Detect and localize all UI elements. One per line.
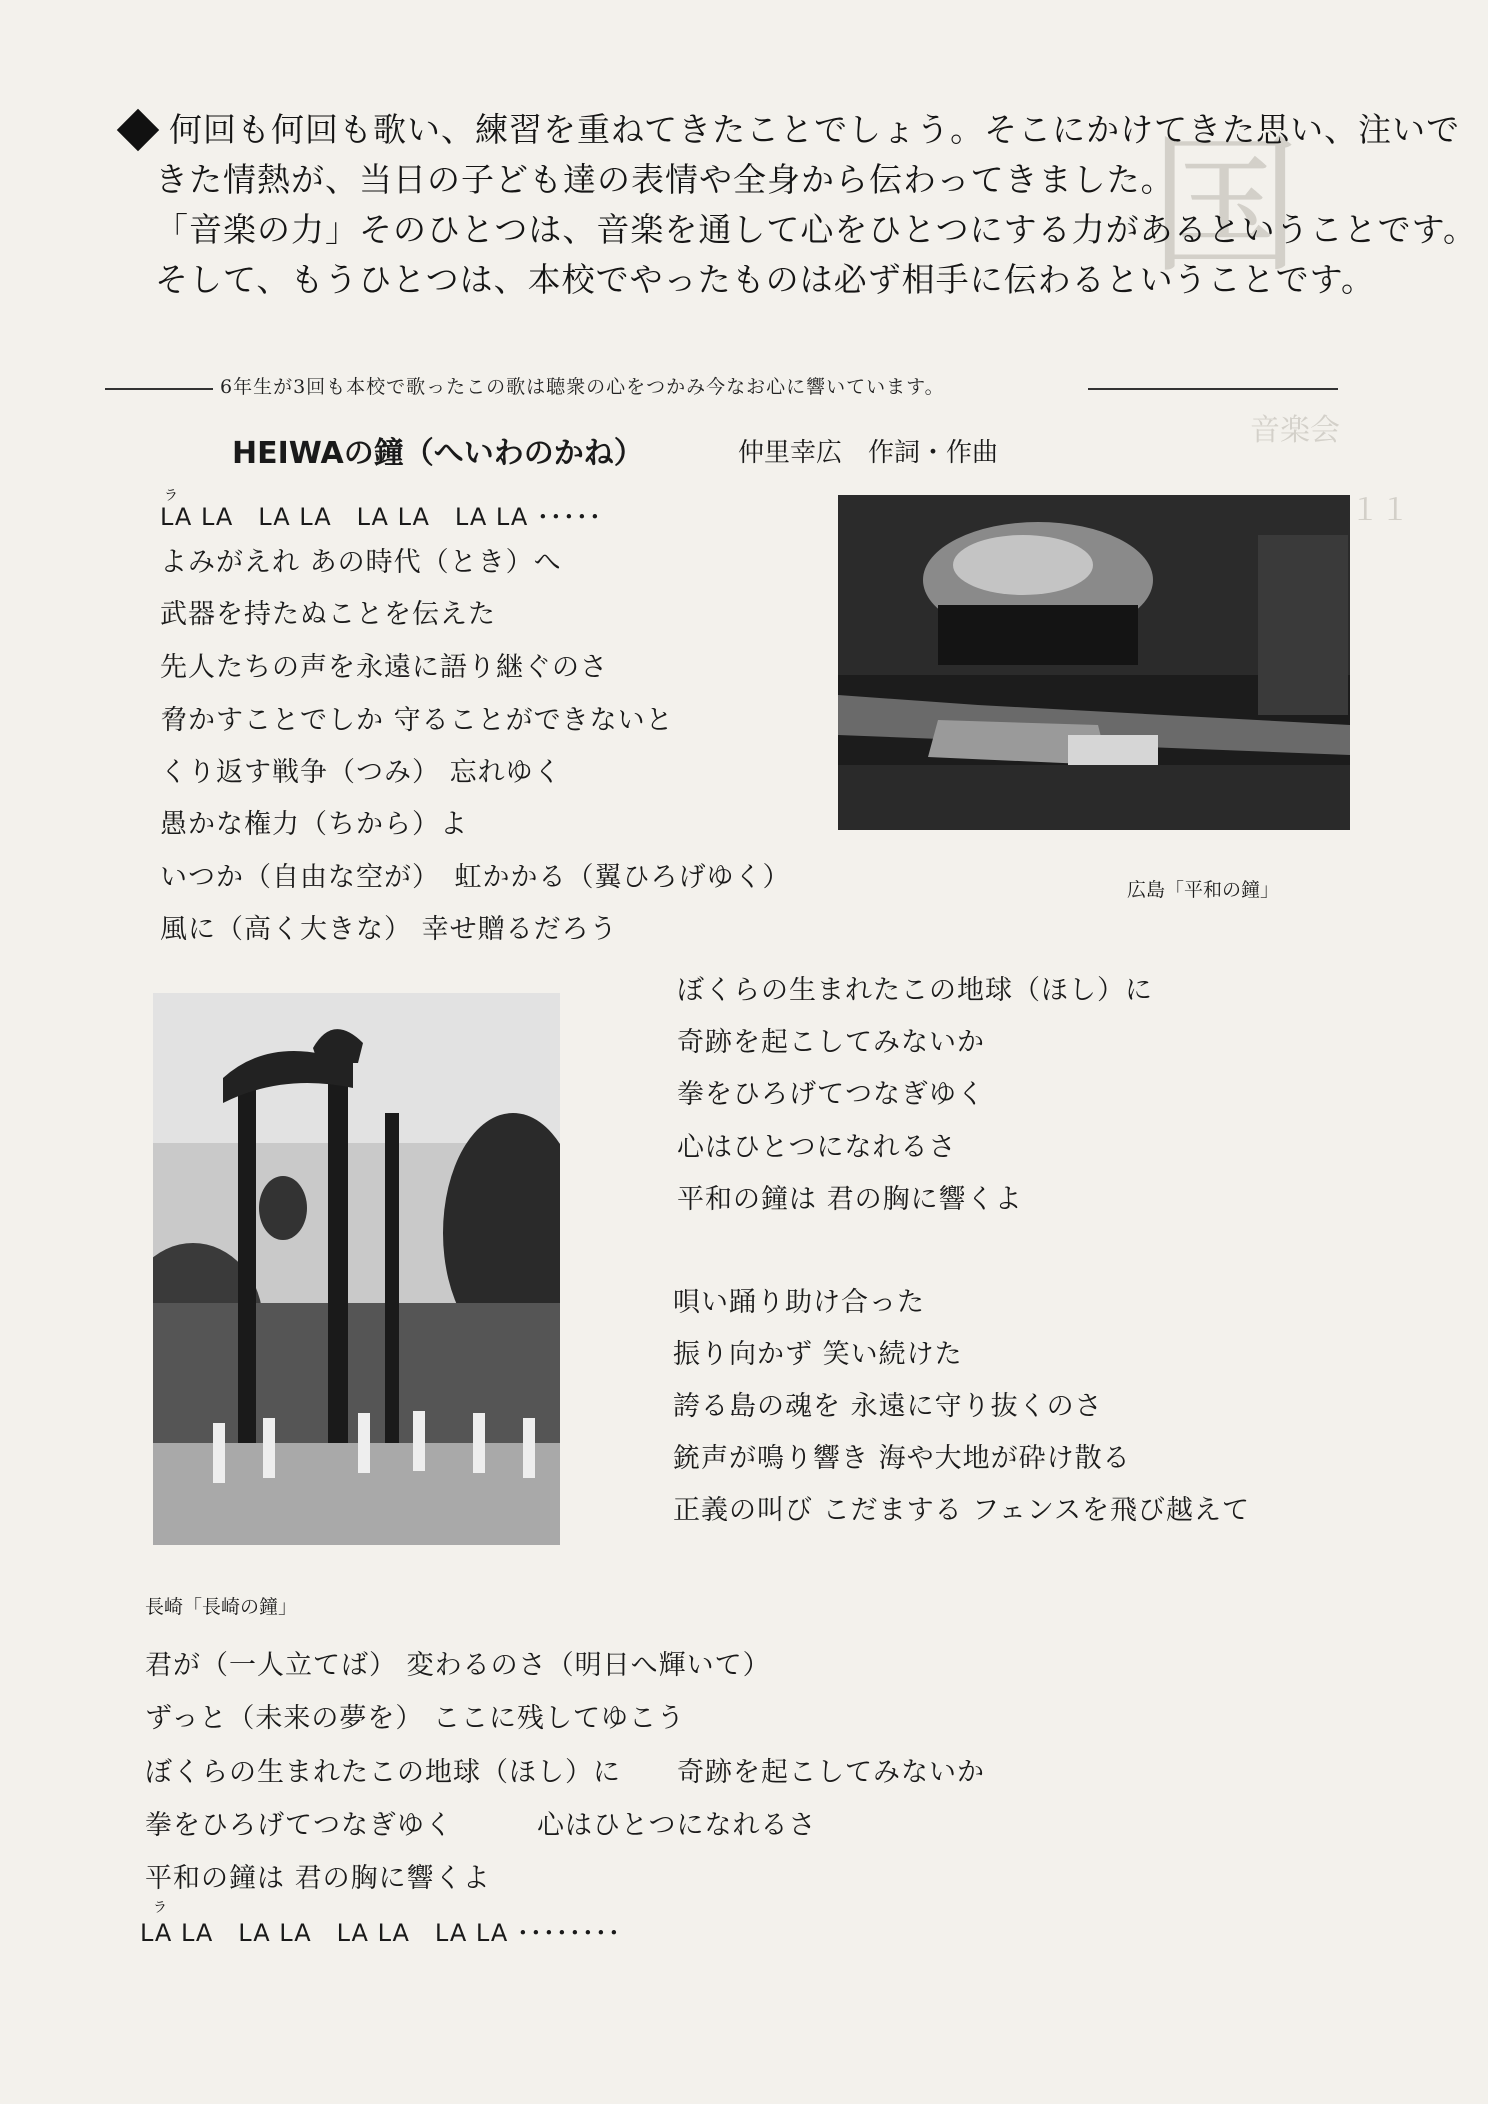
separator-note: 6年生が3回も本校で歌ったこの歌は聴衆の心をつかみ今なお心に響いています。 — [220, 376, 945, 398]
lyric-line: いつか（自由な空が） 虹かかる（翼ひろげゆく） — [160, 862, 791, 893]
ruby-annotation: ラ — [164, 488, 178, 504]
lyric-line: 脅かすことでしか 守ることができないと — [160, 705, 674, 736]
nagasaki-caption: 長崎「長崎の鐘」 — [145, 1596, 298, 1618]
lyric-line: ずっと（未来の夢を） ここに残してゆこう — [145, 1703, 685, 1734]
lyric-line: 武器を持たぬことを伝えた — [160, 599, 496, 630]
bleed-through-text: 国 — [1150, 120, 1301, 294]
lyric-line: くり返す戦争（つみ） 忘れゆく — [160, 757, 562, 788]
nagasaki-bell-photo — [153, 993, 560, 1545]
lyric-line: ぼくらの生まれたこの地球（ほし）に — [677, 975, 1153, 1006]
lyric-line: 銃声が鳴り響き 海や大地が砕け散る — [673, 1443, 1131, 1474]
lyric-line: 愚かな権力（ちから）よ — [160, 809, 468, 840]
lyric-line: ぼくらの生まれたこの地球（ほし）に 奇跡を起こしてみないか — [145, 1757, 985, 1788]
handwritten-note — [105, 105, 1478, 305]
lyric-line: 平和の鐘は 君の胸に響くよ — [677, 1184, 1023, 1215]
lyric-line: 拳をひろげてつなぎゆく 心はひとつになれるさ — [145, 1810, 817, 1841]
ruby-annotation: ラ — [153, 1900, 167, 1916]
lyric-line: 誇る島の魂を 永遠に守り抜くのさ — [673, 1391, 1103, 1422]
lyric-line: 拳をひろげてつなぎゆく — [677, 1079, 985, 1110]
lyric-line: LA LA LA LA LA LA LA LA ･････ — [160, 503, 602, 531]
lyric-line: 奇跡を起こしてみないか — [677, 1027, 985, 1058]
lyric-line: 君が（一人立てば） 変わるのさ（明日へ輝いて） — [145, 1650, 771, 1681]
song-title: HEIWAの鐘（へいわのかね） — [232, 436, 644, 471]
lyric-line: LA LA LA LA LA LA LA LA ････････ — [140, 1919, 621, 1947]
note-line-2: きた情熱が、当日の子ども達の表情や全身から伝わってきました。 — [155, 160, 1175, 199]
note-line-4: そして、もうひとつは、本校でやったものは必ず相手に伝わるということです。 — [155, 260, 1376, 299]
separator-line-left — [105, 388, 213, 390]
hiroshima-caption: 広島「平和の鐘」 — [1127, 879, 1280, 901]
lyric-line: 唄い踊り助け合った — [673, 1287, 925, 1318]
hiroshima-bell-photo — [838, 495, 1350, 830]
note-line-3: 「音楽の力」そのひとつは、音楽を通して心をひとつにする力があるということです。 — [155, 210, 1478, 249]
song-author: 仲里幸広 作詞・作曲 — [738, 438, 999, 468]
bleed-through-text: 音楽会 — [1250, 413, 1340, 448]
nagasaki-bell-illustration — [153, 993, 560, 1545]
hiroshima-bell-illustration — [838, 495, 1350, 830]
separator-line-right — [1088, 388, 1338, 390]
note-line-1: 何回も何回も歌い、練習を重ねてきたことでしょう。そこにかけてきた思い、注いで — [105, 105, 1355, 155]
lyric-line: 平和の鐘は 君の胸に響くよ — [145, 1863, 491, 1894]
lyric-line: 正義の叫び こだまする フェンスを飛び越えて — [673, 1495, 1251, 1526]
bleed-through-text: １１ — [1350, 493, 1410, 528]
diamond-bullet-icon — [117, 109, 159, 151]
lyric-line: よみがえれ あの時代（とき）へ — [160, 547, 562, 578]
lyric-line: 先人たちの声を永遠に語り継ぐのさ — [160, 652, 608, 683]
lyric-line: 風に（高く大きな） 幸せ贈るだろう — [160, 914, 618, 945]
lyric-line: 心はひとつになれるさ — [677, 1132, 957, 1163]
lyric-line: 振り向かず 笑い続けた — [673, 1339, 963, 1370]
